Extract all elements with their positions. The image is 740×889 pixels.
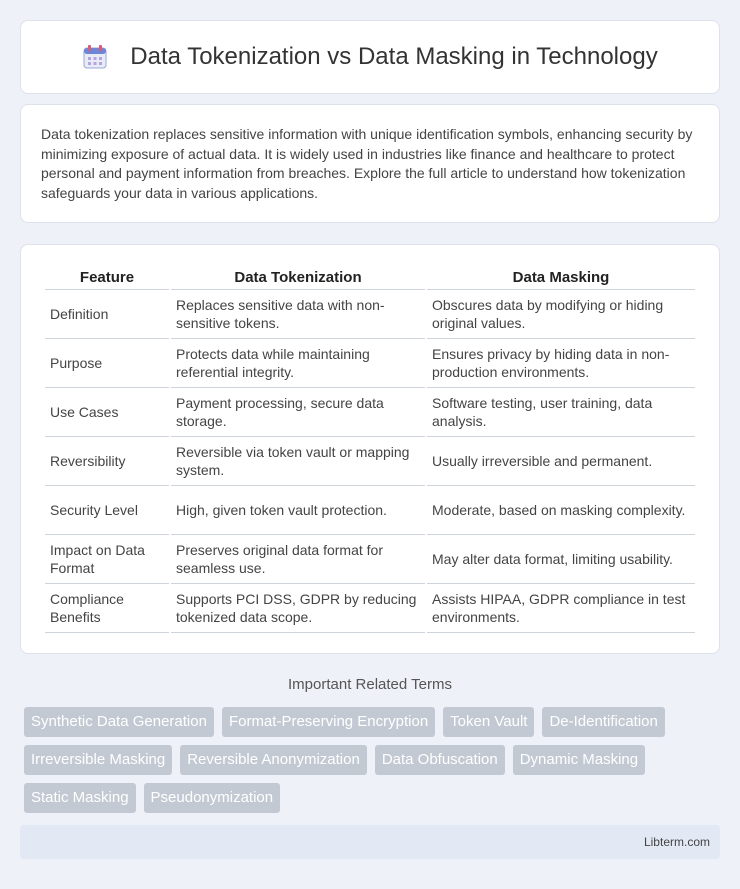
feature-cell: Definition bbox=[45, 290, 169, 339]
tokenization-cell: Payment processing, secure data storage. bbox=[171, 388, 425, 437]
intro-text: Data tokenization replaces sensitive information with unique identification symbols, enhancing security by minimizing exposure of actual data. It is widely used in industries like finance and healthcare to protect personal and payment information from breaches. Explore the full article to understand how tokenization safeguards your data in various applications. bbox=[41, 126, 693, 201]
table-header-row bbox=[45, 267, 695, 290]
masking-cell: Software testing, user training, data analysis. bbox=[427, 388, 695, 437]
column-header-masking: Data Masking bbox=[427, 267, 695, 290]
masking-cell: Moderate, based on masking complexity. bbox=[427, 486, 695, 535]
page-title: Data Tokenization vs Data Masking in Technology bbox=[130, 43, 658, 70]
comparison-table bbox=[43, 267, 697, 633]
feature-cell: Purpose bbox=[45, 339, 169, 388]
tokenization-cell: High, given token vault protection. bbox=[171, 486, 425, 535]
related-term-tag[interactable]: Token Vault bbox=[443, 707, 534, 737]
related-term-tag[interactable]: Pseudonymization bbox=[144, 783, 281, 813]
masking-cell: Assists HIPAA, GDPR compliance in test environments. bbox=[427, 584, 695, 633]
feature-cell: Use Cases bbox=[45, 388, 169, 437]
related-term-tag[interactable]: Format-Preserving Encryption bbox=[222, 707, 435, 737]
masking-cell: Usually irreversible and permanent. bbox=[427, 437, 695, 486]
related-terms-list bbox=[24, 707, 714, 813]
related-term-tag[interactable]: Reversible Anonymization bbox=[180, 745, 367, 775]
column-header-tokenization: Data Tokenization bbox=[171, 267, 425, 290]
feature-cell: Compliance Benefits bbox=[45, 584, 169, 633]
table-row bbox=[45, 486, 695, 535]
related-term-tag[interactable]: Irreversible Masking bbox=[24, 745, 172, 775]
intro-card bbox=[20, 104, 720, 223]
related-terms-title: Important Related Terms bbox=[288, 676, 452, 693]
masking-cell: Obscures data by modifying or hiding original values. bbox=[427, 290, 695, 339]
feature-cell: Reversibility bbox=[45, 437, 169, 486]
tokenization-cell: Replaces sensitive data with non-sensitive tokens. bbox=[171, 290, 425, 339]
related-term-tag[interactable]: Static Masking bbox=[24, 783, 136, 813]
tokenization-cell: Protects data while maintaining referential integrity. bbox=[171, 339, 425, 388]
feature-cell: Security Level bbox=[45, 486, 169, 535]
tokenization-cell: Preserves original data format for seamless use. bbox=[171, 535, 425, 584]
related-term-tag[interactable]: Synthetic Data Generation bbox=[24, 707, 214, 737]
comparison-table-card bbox=[20, 244, 720, 654]
feature-cell: Impact on Data Format bbox=[45, 535, 169, 584]
table-row bbox=[45, 290, 695, 339]
header-card bbox=[20, 20, 720, 94]
table-row bbox=[45, 339, 695, 388]
table-row bbox=[45, 437, 695, 486]
masking-cell: Ensures privacy by hiding data in non-production environments. bbox=[427, 339, 695, 388]
footer bbox=[20, 825, 720, 859]
calendar-icon bbox=[82, 44, 108, 70]
tokenization-cell: Supports PCI DSS, GDPR by reducing tokenized data scope. bbox=[171, 584, 425, 633]
table-row bbox=[45, 388, 695, 437]
tokenization-cell: Reversible via token vault or mapping system. bbox=[171, 437, 425, 486]
related-term-tag[interactable]: Data Obfuscation bbox=[375, 745, 505, 775]
masking-cell: May alter data format, limiting usability. bbox=[427, 535, 695, 584]
related-term-tag[interactable]: Dynamic Masking bbox=[513, 745, 645, 775]
related-term-tag[interactable]: De-Identification bbox=[542, 707, 664, 737]
table-row bbox=[45, 535, 695, 584]
column-header-feature: Feature bbox=[45, 267, 169, 290]
table-row bbox=[45, 584, 695, 633]
footer-site-link[interactable]: Libterm.com bbox=[643, 835, 710, 849]
